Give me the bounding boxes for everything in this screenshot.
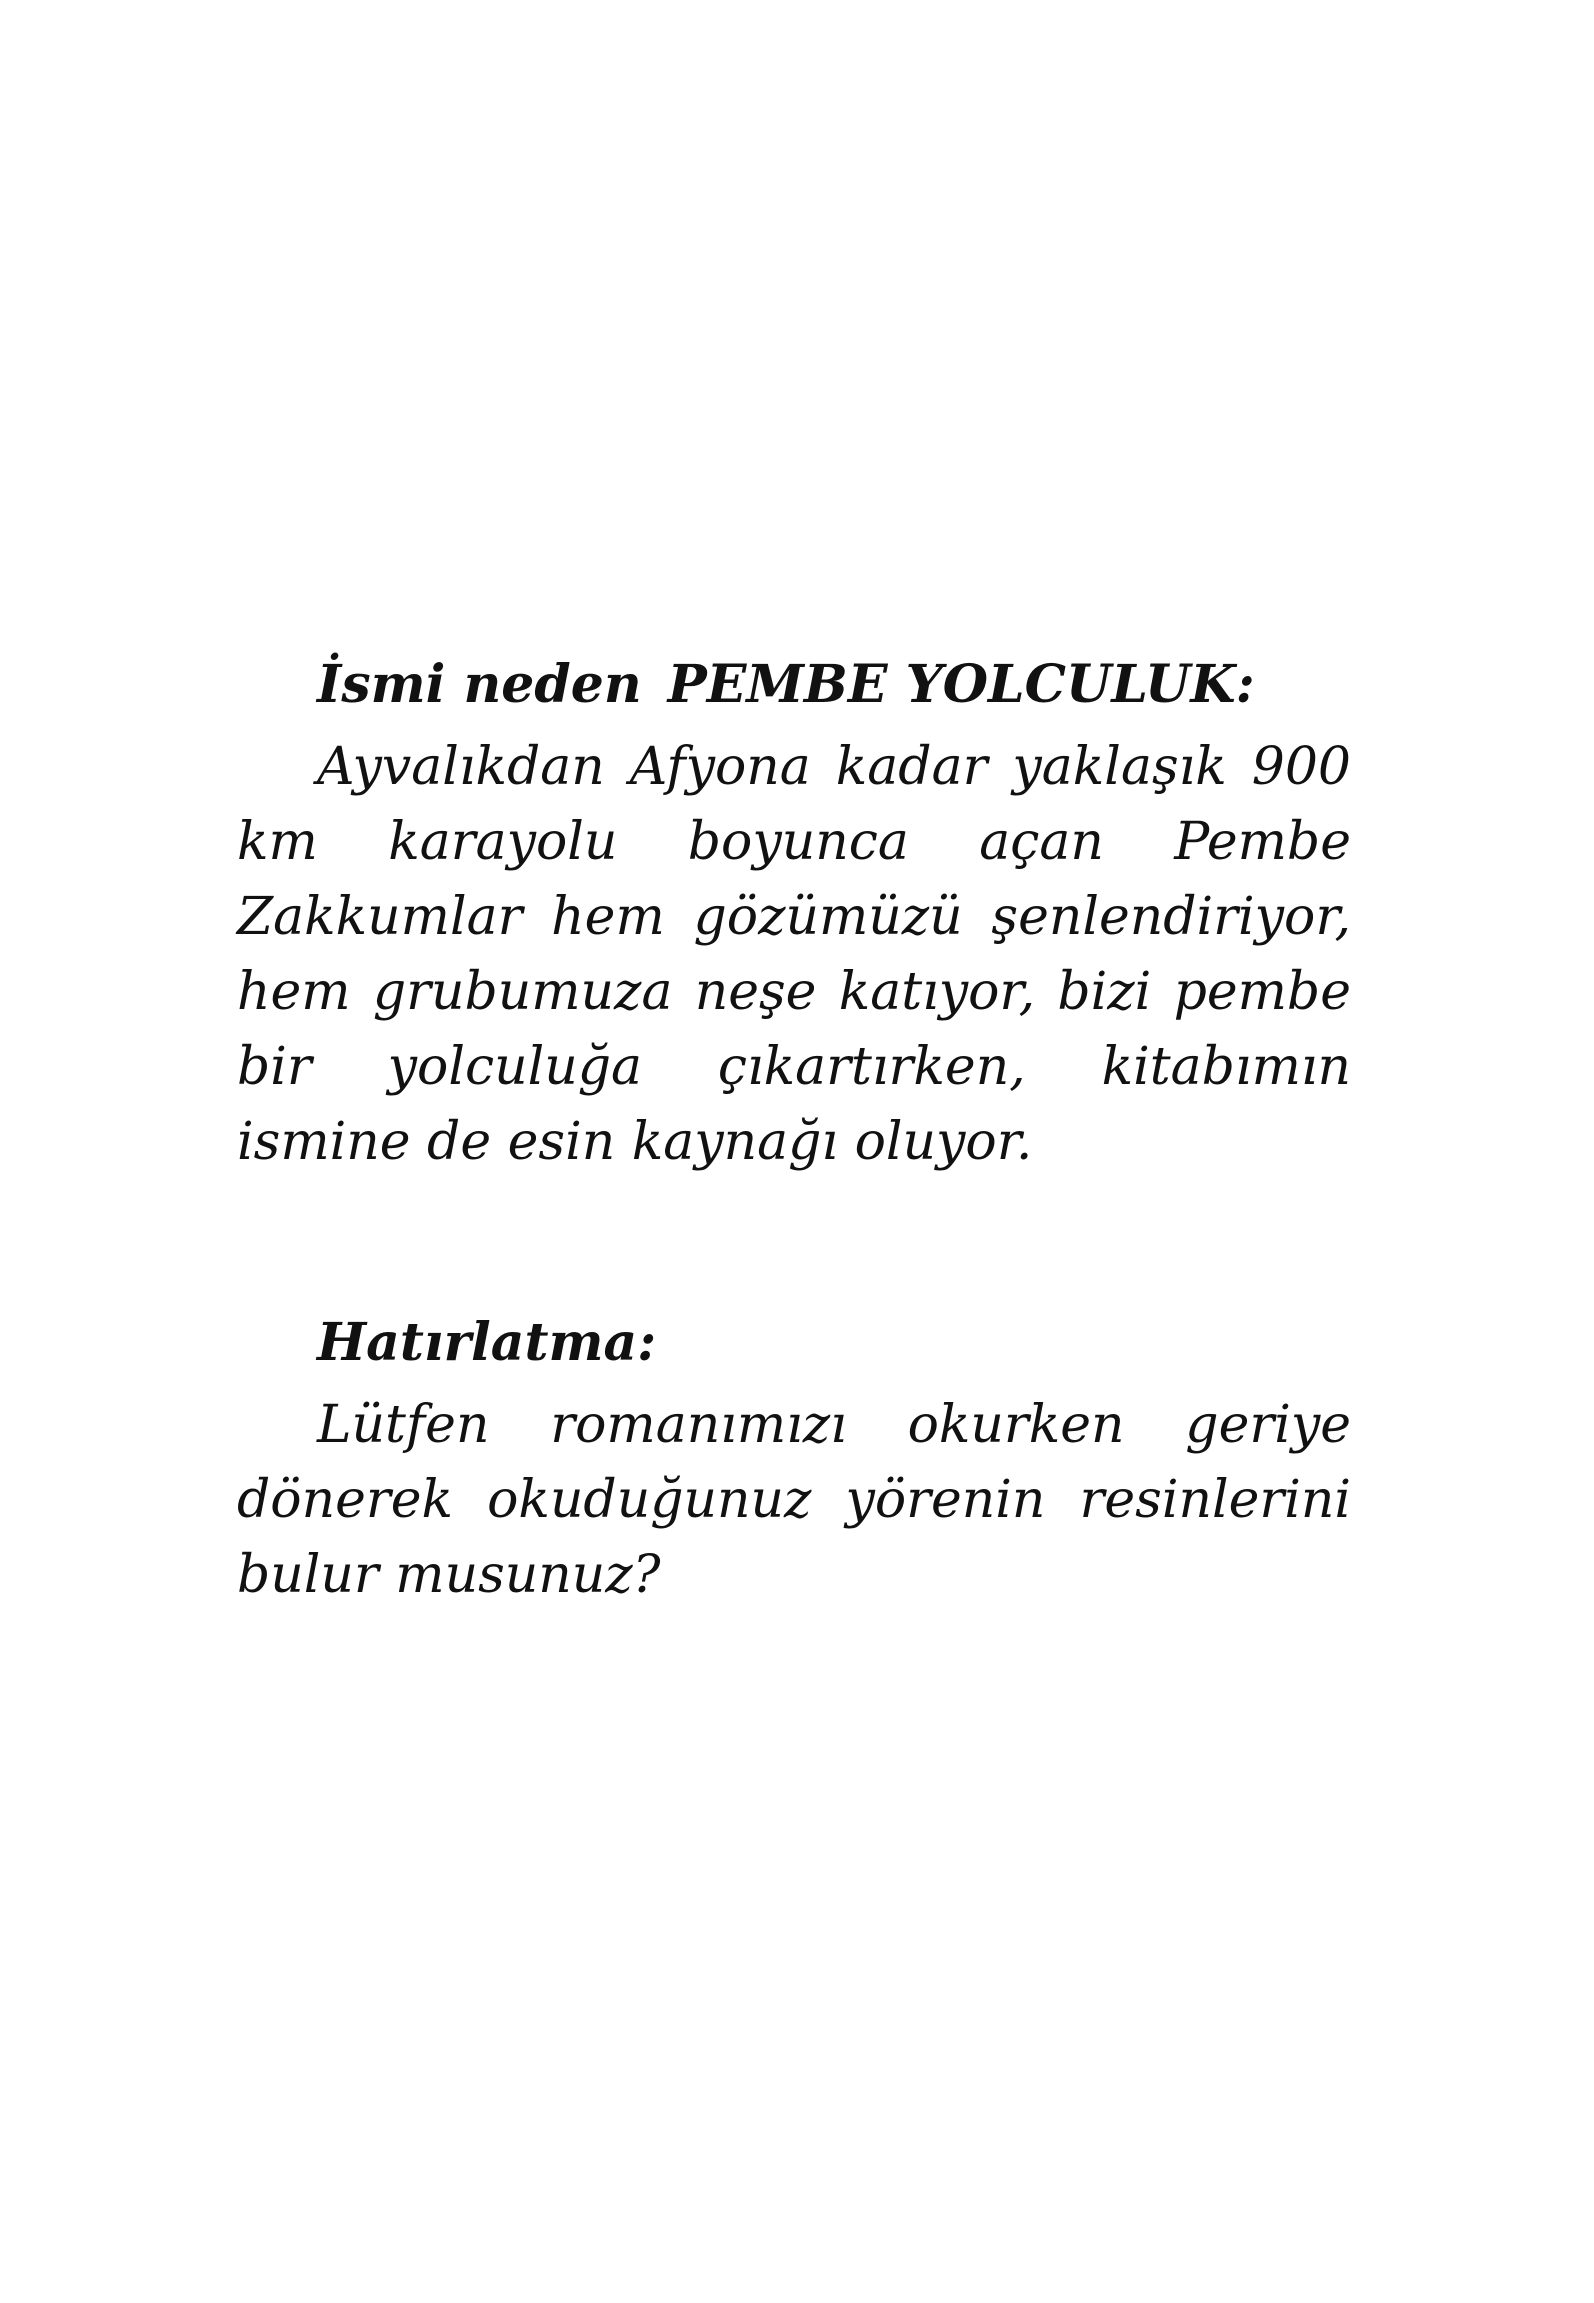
reminder-paragraph: Lütfen romanımızı okurken geriye dönerek okuduğunuz yörenin resinlerini bulur musunuz? xyxy=(237,1395,1351,1605)
section-heading xyxy=(237,640,1351,730)
heading-lead-text: İsmi neden xyxy=(317,654,642,715)
heading-book-title: PEMBE YOLCULUK: xyxy=(667,654,1255,715)
section-reminder xyxy=(237,1298,1351,1613)
explanation-paragraph: Ayvalıkdan Afyona kadar yaklaşık 900 km karayolu boyunca açan Pembe Zakkumlar hem gözümüzü şenlendiriyor, hem grubumuza neşe katıyor, bizi pembe bir yolculuğa çıkartırken, kitabımın ismine de esin kaynağı oluyor. xyxy=(237,737,1351,1172)
section-book-title-explanation xyxy=(237,640,1351,1180)
reminder-heading: Hatırlatma: xyxy=(317,1312,657,1373)
page-content xyxy=(237,640,1351,1613)
